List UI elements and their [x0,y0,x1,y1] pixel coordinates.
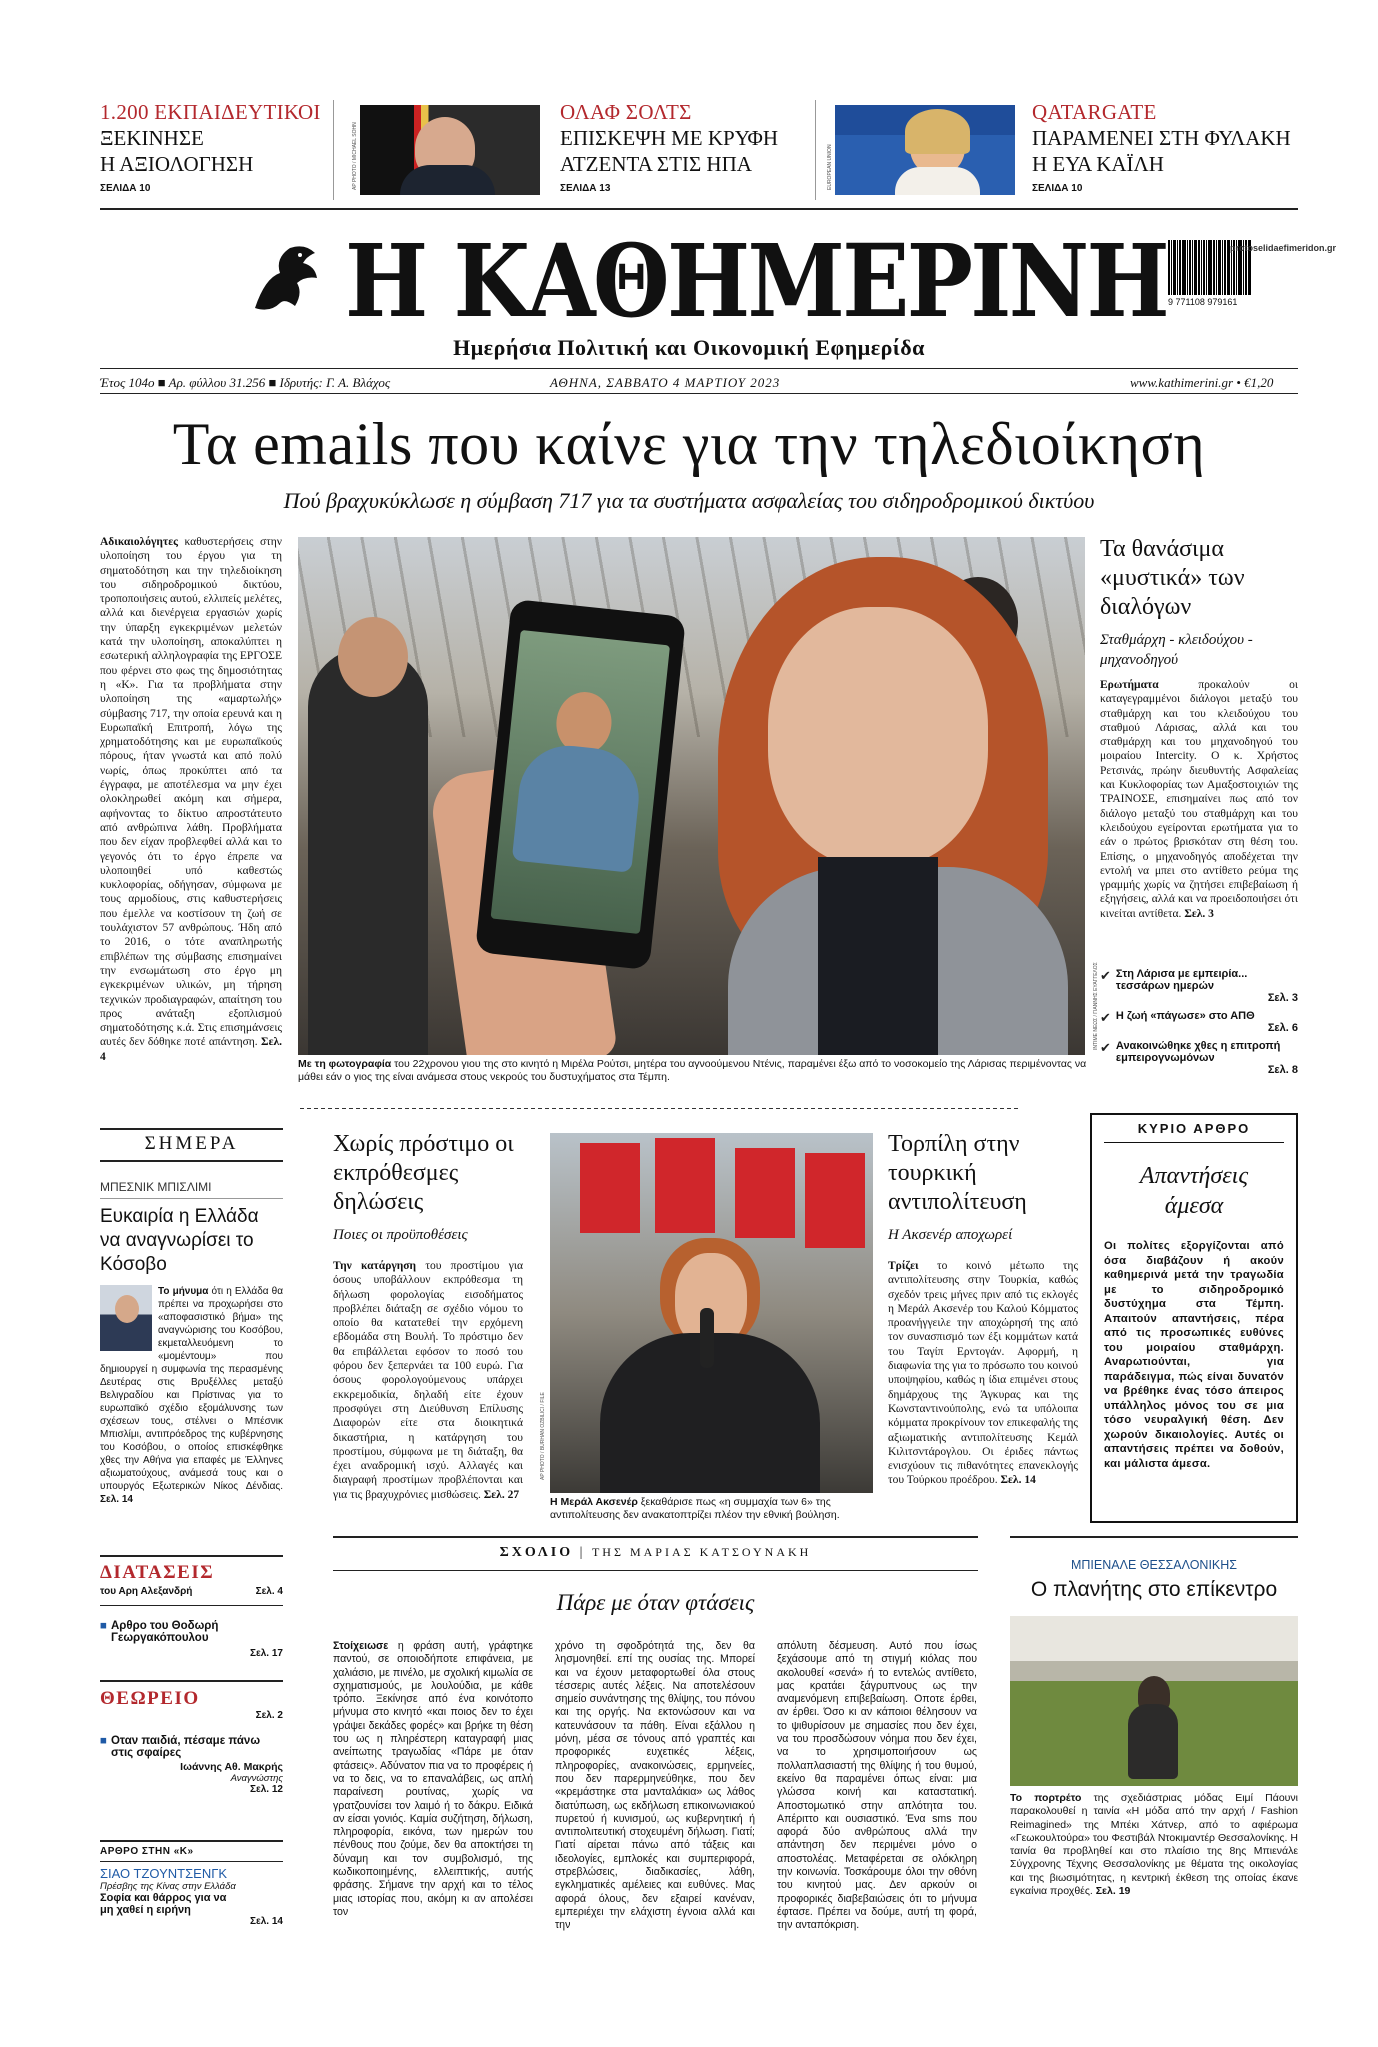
avatar [100,1285,152,1351]
diataseis-item: Αρθρο του Θοδωρή Γεωργακόπουλου [110,1620,219,1644]
check-icon: ✔ [1100,1010,1111,1025]
divider [1010,1536,1298,1538]
teaser-headline: ΠΑΡΑΜΕΝΕΙ ΣΤΗ ΦΥΛΑΚΗ [1032,126,1291,150]
dateline-center: ΑΘΗΝΑ, ΣΑΒΒΑΤΟ 4 ΜΑΡΤΙΟΥ 2023 [550,375,781,390]
side-text: προκαλούν οι καταγεγραμμένοι διάλογοι μεταξύ του σταθμάρχη και του κλειδούχου του σταθμού Λάρισας, αλλά και του σταθμάρχη και του μηχανοδηγού του μοιραίου Intercity. Ο κ. Χρήστος Ρετσινάς, πρώην διευθυντής Ασφαλείας και Κυκλοφορίας των Αμαξοστοιχιών της ΤΡΑΙΝΟΣΕ, επισημαίνει πως από τον διάλογο μεταξύ του σταθμάρχη και του κλειδούχου εγείρονται ερωτήματα για το εάν ο πρώτος βρισκόταν στη θέση του. Επίσης, ο μηχανοδηγός αποδέχεται την εντολή να μπει στο αντίθετο ρεύμα της γραμμής χωρίς να ζητήσει επιβεβαίωση ή εξηγήσεις, αλλά και να προειδοποιήσει ότι κινείται αντίθετα. [1100,679,1298,920]
teaser-photo-scholz[interactable] [360,105,540,195]
turkey-page: Σελ. 14 [1000,1474,1036,1487]
column-headline[interactable]: Πάρε με όταν φτάσεις [556,1590,755,1615]
arthro-name: ΣΙΑΟ ΤΖΟΥΝΤΣΕΝΓΚ [100,1866,228,1881]
lead-body [100,535,282,1064]
dateline-rule [100,368,1298,369]
divider [100,1605,283,1606]
arthro-role: Πρέσβης της Κίνας στην Ελλάδα [100,1881,236,1892]
theoreio-page: Σελ. 2 [255,1710,283,1721]
column-label-row: ΣΧΟΛΙΟ | ΤΗΣ ΜΑΡΙΑΣ ΚΑΤΣΟΥΝΑΚΗ [499,1545,812,1560]
side-headline: Τα θανάσιμα «μυστικά» των διαλόγων [1100,536,1245,620]
column-label: ΣΧΟΛΙΟ [499,1545,574,1560]
caption-text: της σχεδιάστριας μόδας Ειμί Πάουνι παρακολουθεί η ταινία «Η μόδα από την αρχή / Fashion Reimagined» της Μπέκι Χάτνερ, από το αφιέρωμα «Γεωκουλτούρα» του Φεστιβάλ Ντοκιμαντέρ Θεσσαλονίκης. Η ταινία θα προβληθεί και στο πλαίσιο της 8ης Μπιενάλε Σύγχρονης Τέχνης Θεσσαλονίκης με θέματα της οικολογίας και της βιωσιμότητας, η κεντρική έκθεση της οποίας έκανε εγκαίνια προχθές. [1010,1792,1298,1898]
divider [100,1555,283,1557]
column-byline: ΤΗΣ ΜΑΡΙΑΣ ΚΑΤΣΟΥΝΑΚΗ [591,1545,812,1559]
divider [100,1680,283,1682]
theoreio-section[interactable] [100,1688,283,1795]
simera-rule [100,1128,283,1130]
simera-label: ΣΗΜΕΡΑ [144,1133,239,1154]
simera-page: Σελ. 14 [100,1494,133,1505]
check-icon: ✔ [1100,1040,1111,1055]
theoreio-role: Αναγνώστης [230,1773,283,1784]
caption-text: του 22χρονου γιου της στο κινητό η Μιρέλα Ρούτσι, μητέρα του αγνοούμενου Ντένις, παραμένει έξω από το νοσοκομείο της Λάρισας περιμένοντας να μάθει εάν ο γιος της είναι ανάμεσα στους νεκρούς του δυστυχήματος στα Τέμπη. [298,1058,1087,1083]
diataseis-label: ΔΙΑΤΑΣΕΙΣ [100,1562,215,1583]
turkey-text: το κοινό μέτωπο της αντιπολίτευσης στην Τουρκία, καθώς σχεδόν τρεις μήνες πριν από τις εκλογές η Μεράλ Ακσενέρ του Καλού Κόμματος προανήγγειλε την αποχώρησή της από τον συνασπισμό των έξι κομμάτων κατά του Ταγίπ Ερντογάν. Αφορμή, η διαφωνία της για το πρόσωπο του κοινού υποψηφίου, καθώς η ίδια επιμένει στους δημάρχους της Άγκυρας και της Κωνσταντινούπολης, ενώ τα υπόλοιπα κόμματα προκρίνουν τον επικεφαλής της αξιωματικής αντιπολίτευσης Κεμάλ Κιλιτσντάρογλου. Οι έριδες πάντως ενισχύουν τις πιθανότητες επανεκλογής του Τούρκου προέδρου. [888,1260,1078,1487]
masthead-title: Η ΚΑΘΗΜΕΡΙΝΗ [345,222,1168,340]
arthro-page: Σελ. 14 [250,1916,283,1927]
teaser-headline: ΞΕΚΙΝΗΣΕ [100,126,204,150]
tax-page: Σελ. 27 [483,1488,520,1501]
lead-word: Τρίζει [888,1260,919,1272]
column-col2: χρόνο τη σφοδρότητά της, δεν θα λησμονηθεί. επί της ουσίας της. Μπορεί και να έχουν μεταφορτωθεί όλα στους τέσσερις αυτές λέξεις. Να αποτελέσουν σημείο συνάντησης της θλίψης, του πόνου και της οργής. Να εκτονώσουν και να κατευνάσουν τα πάθη. Είναι εξάλλου η μόνη, μέσα σε τόνους από γραπτές και προφορικές ευχετικές λέξεις, πληροφορίες, ανακοινώσεις, ερμηνείες, που δεν παρερμηνεύθηκε, που δεν «κρεμάστηκε στα μανταλάκια» ως λάθος διατύπωση, ως εκδήλωση επικοινωνιακού πυρετού ή κυνισμού, ως κυβερνητική ή αντιπολιτευτική στοχευμένη δήλωση. Γιατί; Γιατί αίρεται πάνω από τάξεις και ιδεολογίες, εμπλοκές και συμπεριφορά, στρεβλώσεις, διαδικασίες, λάθη, εγκληματικές αμέλειες και ευθύνες. Μας αφορά όλους, δεν εξαιρεί κανέναν, εμπεριέχει την ελάχιστη έγνοια αλλά και την [555,1640,755,1932]
caption-text: ξεκαθάρισε πως «η συμμαχία των 6» της αντιπολίτευσης δεν ανακατοπτρίζει πλέον την εθνική βούληση. [550,1496,840,1521]
diataseis-item-page: Σελ. 17 [250,1648,283,1659]
simera-text: ότι η Ελλάδα θα πρέπει να προχωρήσει στο «αποφασιστικό βήμα» της αναγνώρισης του Κοσόβου, εκμεταλλευόμενη το «μομέντουμ» που δημιουργεί η συμφωνία της περασμένης Δευτέρας στις Βρυξέλλες μεταξύ Βελιγραδίου και Πρίστινας για το ευρωπαϊκό σχέδιο εξομάλυνσης των σχέσεων τους, στέλνει ο Μπέσνικ Μπισλίμι, αντιπρόεδρος της κυβέρνησης του Κοσόβου, ο οποίος επισκέφθηκε χθες την Αθήνα για επαφές με Έλληνες αξιωματούχους, ανάμεσά τους και ο υπουργός Εξωτερικών Νίκος Δένδιας. [100,1286,283,1492]
photo-credit: ΙΝΤΙΜΕ ΝΕΩΣ / ΓΙΑΝΝΗΣ ΕΥΑΓΓΕΛΟΣ [1093,962,1099,1050]
diataseis-byline: του Αρη Αλεξανδρή [100,1586,193,1597]
bullet-page: Σελ. 8 [1267,1064,1298,1076]
tax-subhead: Ποιες οι προϋποθέσεις [333,1227,468,1243]
diataseis-page: Σελ. 4 [255,1586,283,1597]
lead-word: Το μήνυμα [158,1286,209,1297]
photo-credit: AP PHOTO / MICHAEL SOHN [352,122,358,190]
column-text: η φράση αυτή, γράφτηκε παντού, σε οποιοδήποτε επιφάνεια, με χαλιάσιο, με πινέλο, με σχολική κιμωλία σε σχηματισμούς, με λουλούδια, με κάθε τρόπο. Ξεκίνησε από ένα κοινότοπο μήνυμα στο κινητό «και ποιος δεν το έχει γράψει δεκάδες φορές» και βρήκε τη θέση του ως η πληρέστερη καταγραφή μιας ανείπωτης τραγωδίας «Πάρε με όταν φτάσεις». Αδύνατον πια να το προφέρεις ή να το δεις, να το επαναλάβεις, ως απλή παραίνεση ρουτίνας, χωρίς να γρατζουνίσει τον λαιμό ή το δάκρυ. Ειδικά αν είσαι γονιός. Καμία συζήτηση, δήλωση, πληροφορία, εικόνα, των ημερών του πένθους που ζούμε, δεν θα αποκτήσει τη δύναμη και τον συμβολισμό, της κωδικοποιημένης, ελλειπτικής, αυτής φράσης. Σήμανε την αρχή και το τέλος μιας ιστορίας που, ακόμη κι αν απολέσει τον [333,1640,533,1918]
lead-page: Σελ. 4 [100,1036,283,1063]
biennale-page: Σελ. 19 [1095,1885,1131,1898]
column-col3: απόλυτη δέσμευση. Αυτό που ίσως ξεχάσουμε από τη στιγμή κιόλας που ακολουθεί «σενά» ή το εντελώς αντίθετο, μας κρατάει ξάγρυπνους ως την αναμενόμενη επιβεβαίωση. Οποτε έρθει, αν έρθει. Όσο κι αν κάποιοι θέλησουν να το ψιθυρίσουν με σημασίες που δεν έχει, να του προσδώσουν νόημα που δεν έχει, να το χρησιμοποιήσουν ως πολλαπλασιαστή της θλίψης ή του θυμού, εκείνο θα παραμένει όπως είναι: μια γλώσσα κοινή και καταστατική. Αποστομωτικό στην απλότητα του. Απέριττο και ουσιαστικό. Ένα sms που αφορά δύο ανθρώπους αλλά την απάντηση δεν περιμένει μόνο ο αποστολέας. Μεταφέρεται σε ολόκληρη την κοινωνία. Τοσκάρουμε όλοι την οθόνη του κινητού μας. Δεν αρκούν οι προφορικές διαβεβαιώσεις ότι το μήνυμα έφτασε. Πρέπει να δούμε, αυτή τη φορά, την ανταπόκριση. [777,1640,977,1932]
watermark: protoselidaefimeridon.gr [1230,243,1337,253]
teaser-page: ΣΕΛΙΔΑ 13 [560,183,611,194]
tax-headline: Χωρίς πρόστιμο οι εκπρόθεσμες δηλώσεις [333,1131,514,1215]
teaser-kicker: 1.200 ΕΚΠΑΙΔΕΥΤΙΚΟΙ [100,100,321,124]
simera-story[interactable] [100,1180,283,1506]
lead-text: καθυστερήσεις στην υλοποίηση του έργου για τη σηματοδότηση και την τηλεδιοίκηση του σιδηροδρομικού δικτύου, τροποποιήσεις αυτού, ελλιπείς μελέτες, αλλά και διενέργεια εργασιών χωρίς την ύπαρξη εγκεκριμένων μελετών κατά την υλοποίηση, αποκαλύπτει η εσωτερική αλληλογραφία της ΕΡΓΟΣΕ που φέρνει στο φως της δημοσιότητας η «Κ». Για τα προβλήματα στην υλοποίηση της «αμαρτωλής» σύμβασης 717, την οποία ερευνά και η Ευρωπαϊκή Επιτροπή, λόγω της χρηματοδότησης και με ευρωπαϊκούς πόρους, ήταν γνωστά και από πολύ νωρίς, όπως προκύπτει από τα έγγραφα, με αποτέλεσμα να μην έχει ολοκληρωθεί ακόμη και σήμερα, αφήνοντας το δίκτυο απροστάτευτο από ανθρώπινα λάθη. Προβλήματα που δεν είχαν προβλεφθεί αλλά και το γεγονός ότι το έργο έπρεπε να υλοποιηθεί υπό καθεστώς κυκλοφορίας, οδήγησαν, σύμφωνα με τους αρμοδίους, στις καθυστερήσεις που έμελλε να κοστίσουν τη ζωή σε τουλάχιστον 57 ανθρώπους. Ήδη από το 2016, ο τότε αναπληρωτής επιβλέπων της σύμβασης επισημαίνει την ενσωμάτωση στο έργο μη εγκεκριμένων υλικών, μη τήρηση τεχνικών προδιαγραφών, απαίτηση του προς ανάταξη εξοπλισμού σηματοδότησης κ.ά. Στις επισημάνσεις αυτές δεν δόθηκε ποτέ απάντηση. [100,536,282,1049]
teaser-page: ΣΕΛΙΔΑ 10 [1032,183,1083,194]
turkey-caption [550,1496,873,1522]
bullet-text: Στη Λάρισα με εμπειρία... τεσσάρων ημερών [1115,968,1248,992]
section-rule [300,1108,1020,1109]
teaser-kicker: ΟΛΑΦ ΣΟΛΤΣ [560,100,692,124]
turkey-body [888,1259,1078,1488]
dateline-rule [100,393,1298,394]
lead-word: Ερωτήματα [1100,679,1159,691]
divider [333,100,334,200]
biennale-kicker: ΜΠΙΕΝΑΛΕ ΘΕΣΣΑΛΟΝΙΚΗΣ [1070,1558,1238,1572]
photo-credit: EUROPEAN UNION [827,144,833,190]
theoreio-item: Οταν παιδιά, πέσαμε πάνω στις σφαίρες [110,1735,261,1759]
square-bullet-icon: ■ [100,1620,107,1632]
teaser-2[interactable] [560,100,810,194]
theoreio-label: ΘΕΩΡΕΙΟ [100,1688,200,1709]
bullet-item[interactable] [1100,1040,1298,1076]
caption-bold: Η Μεράλ Ακσενέρ [550,1496,638,1508]
theoreio-item-page: Σελ. 12 [250,1784,283,1795]
teaser-1[interactable] [100,100,325,194]
column-rule [333,1536,978,1538]
editorial-headline: Απαντήσεις άμεσα [1139,1163,1249,1219]
tax-body [333,1259,523,1502]
side-subhead: Σταθμάρχη - κλειδούχου - μηχανοδηγού [1100,632,1253,668]
column-rule [333,1570,978,1571]
lead-headline[interactable]: Τα emails που καίνε για την τηλεδιοίκηση [172,411,1206,477]
griffin-logo [245,238,325,318]
simera-headline: Ευκαιρία η Ελλάδα να αναγνωρίσει το Κόσοβο [100,1206,259,1275]
top-rule [100,208,1298,210]
caption-bold: Με τη φωτογραφία [298,1058,392,1070]
biennale-headline[interactable]: Ο πλανήτης στο επίκεντρο [1030,1578,1278,1601]
column-col1 [333,1640,533,1919]
divider [100,1861,283,1862]
caption-bold: Το πορτρέτο [1010,1792,1082,1804]
lead-photo[interactable] [298,537,1085,1055]
square-bullet-icon: ■ [100,1735,107,1747]
diataseis-section[interactable] [100,1562,283,1659]
photo-credit: AP PHOTO / BURHAN OZBILICI / FILE [540,1392,546,1480]
divider [100,1840,283,1842]
simera-author: ΜΠΕΣΝΙΚ ΜΠΙΣΛΙΜΙ [100,1180,283,1199]
side-body [1100,678,1298,921]
bullet-text: Η ζωή «πάγωσε» στο ΑΠΘ [1115,1010,1255,1022]
editorial-box[interactable] [1090,1113,1298,1523]
teaser-headline: Η ΕΥΑ ΚΑΪΛΗ [1032,152,1164,176]
turkey-subhead: Η Ακσενέρ αποχωρεί [888,1227,1013,1243]
masthead-subtitle: Ημερήσια Πολιτική και Οικονομική Εφημερίδα [453,335,925,360]
turkey-headline: Τορπίλη στην τουρκική αντιπολίτευση [888,1131,1027,1215]
tax-text: του προστίμου για όσους υποβάλλουν εκπρόθεσμα τη δήλωση φορολογίας εισοδήματος προβλέπει διάταξη σε σχέδιο νόμου το οποίο θα κατατεθεί την ερχόμενη εβδομάδα στη Βουλή. Το πρόστιμο δεν θα επιβάλλεται εφόσον το ποσό του φόρου δεν ξεπερνάει τα 100 ευρώ. Για όσους φορολογούμενους υπάρχει εκκρεμοδικία, δηλαδή είτε έχουν προσφύγει στη Διεύθυνση Επίλυσης Διαφορών είτε στα διοικητικά δικαστήρια, η κατάργηση του προστίμου, σύμφωνα με τη διάταξη, θα έχει αναδρομική ισχύ. Αλλαγές και διαγραφή προστίμων προβλέπονται και για τις βραχυχρόνιες μισθώσεις. [333,1260,523,1501]
lead-word: Την κατάργηση [333,1260,417,1272]
barcode-number: 9 771108 979161 [1168,297,1238,307]
editorial-body: Οι πολίτες εξοργίζονται από όσα διαβάζουν ή ακούν καθημερινά μετά την τραγωδία με το σιδηροδρομικό δυστύχημα στα Τέμπη. Απαιτούν απαντήσεις, πέρα από τις προσωπικές ευθύνες του μοιραίου σταθμάρχη. Αναρωτιούνται, για παράδειγμα, πώς είναι δυνατόν να βρέθηκε ένας τόσο άπειρος υπάλληλος μόνος του σε μια τόσο νευραλγική θέση. Δεν χωρούν δικαιολογίες. Αυτές οι απαντήσεις πρέπει να δοθούν, και μάλιστα άμεσα. [1104,1240,1284,1470]
side-bullets [1100,968,1298,1076]
lead-subhead: Πού βραχυκύκλωσε η σύμβαση 717 για τα συστήματα ασφαλείας του σιδηροδρομικού δικτύου [283,488,1095,513]
bullet-page: Σελ. 6 [1267,1022,1298,1034]
side-story[interactable] [1100,535,1298,921]
lead-caption [298,1058,1088,1084]
bullet-item[interactable] [1100,1010,1298,1034]
bullet-item[interactable] [1100,968,1298,1004]
dateline-right: www.kathimerini.gr • €1,20 [1130,375,1274,390]
divider [815,100,816,200]
teaser-headline: Η ΑΞΙΟΛΟΓΗΣΗ [100,152,254,176]
biennale-caption [1010,1792,1298,1898]
teaser-kicker: QATARGATE [1032,100,1157,124]
side-page: Σελ. 3 [1184,907,1214,920]
teaser-3[interactable] [1032,100,1312,194]
theoreio-author: Ιωάννης Αθ. Μακρής [180,1761,283,1773]
dateline-left: Έτος 104ο ■ Αρ. φύλλου 31.256 ■ Ιδρυτής: Γ. Α. Βλάχος [100,375,391,390]
arthro-title: Σοφία και θάρρος για να μη χαθεί η ειρήνη [100,1892,227,1916]
bullet-text: Ανακοινώθηκε χθες η επιτροπή εμπειρογνωμόνων [1115,1040,1281,1064]
simera-rule [100,1160,283,1162]
biennale-photo[interactable] [1010,1616,1298,1786]
editorial-label: ΚΥΡΙΟ ΑΡΘΡΟ [1104,1115,1284,1143]
arthro-label: ΑΡΘΡΟ ΣΤΗΝ «Κ» [100,1846,194,1857]
teaser-headline: ΑΤΖΕΝΤΑ ΣΤΙΣ ΗΠΑ [560,152,752,176]
turkey-photo[interactable] [550,1133,873,1493]
bullet-page: Σελ. 3 [1267,992,1298,1004]
tax-story[interactable] [333,1130,523,1502]
lead-word: Αδικαιολόγητες [100,536,179,548]
arthro-section[interactable] [100,1846,283,1927]
turkey-story[interactable] [888,1130,1078,1488]
check-icon: ✔ [1100,968,1111,983]
teaser-headline: ΕΠΙΣΚΕΨΗ ΜΕ ΚΡΥΦΗ [560,126,778,150]
teaser-photo-kaili[interactable] [835,105,1015,195]
teaser-page: ΣΕΛΙΔΑ 10 [100,183,151,194]
lead-word: Στοίχειωσε [333,1640,389,1652]
